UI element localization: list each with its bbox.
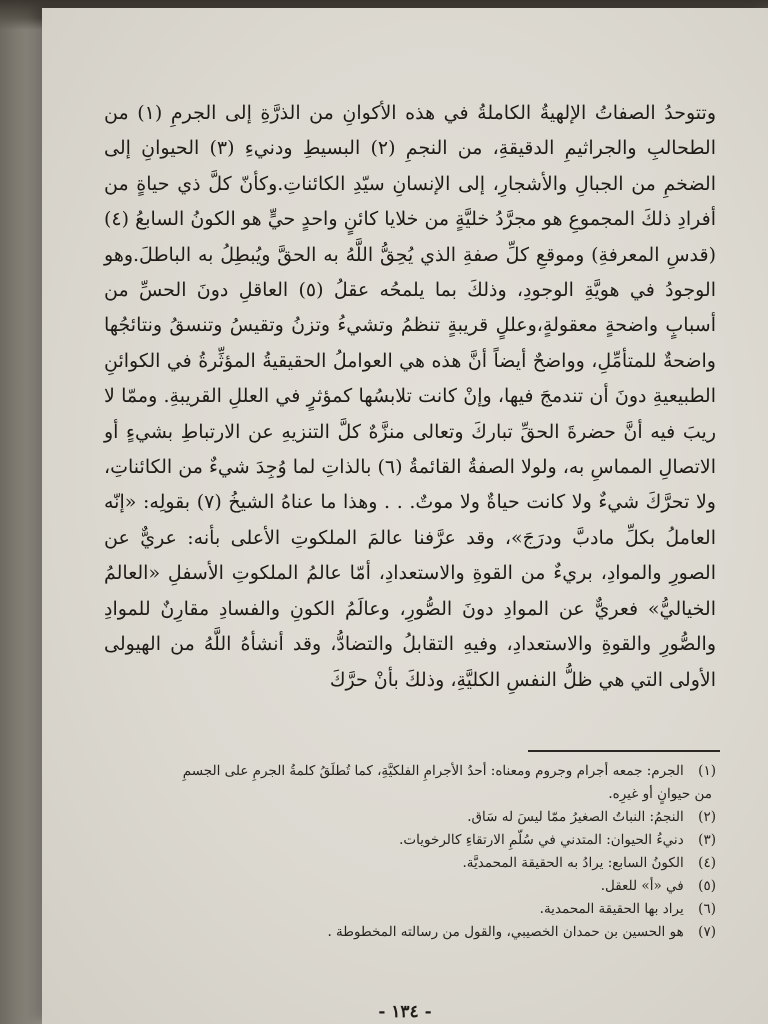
footnote-text: في «أ» للعقل. <box>600 878 684 894</box>
footnote-text: يراد بها الحقيقة المحمدية. <box>539 901 684 917</box>
footnote-4 <box>104 852 716 875</box>
main-text-block <box>104 96 716 698</box>
footnote-text: الجرم: جمعه أجرام وجروم ومعناه: أحدُ الأجرامِ الفلكيَّةِ، كما تُطلَقُ كلمةُ الجرمِ على الجسمِ <box>182 763 684 779</box>
book-page <box>42 8 768 1024</box>
footnote-marker: (٦) <box>698 901 716 917</box>
page-number: - ١٣٤ - <box>378 1002 432 1022</box>
footnote-5 <box>104 875 716 898</box>
footnote-1-continuation: من حيوانٍ أو غيرِه. <box>608 786 712 802</box>
footnote-marker: (٧) <box>698 924 716 940</box>
footnote-marker: (٢) <box>698 809 716 825</box>
footnote-text: الكونُ السابع: يرادُ به الحقيقة المحمديَّة. <box>462 855 684 871</box>
footnote-text: هو الحسين بن حمدان الخصيبي، والقول من رسالته المخطوطة . <box>327 924 684 940</box>
footnote-text: دنيءُ الحيوان: المتدني في سُلّمِ الارتقاءِ كالرخويات. <box>399 832 684 848</box>
footnote-7 <box>104 921 716 944</box>
footnote-6 <box>104 898 716 921</box>
footnote-divider <box>528 750 720 752</box>
footnotes-section <box>104 760 716 944</box>
footnote-marker: (٤) <box>698 855 716 871</box>
footnote-2 <box>104 806 716 829</box>
footnote-marker: (٣) <box>698 832 716 848</box>
footnote-3 <box>104 829 716 852</box>
footnote-marker: (٥) <box>698 878 716 894</box>
body-paragraph: وتتوحدُ الصفاتُ الإلهيةُ الكاملةُ في هذه الأكوانِ من الذرَّةِ إلى الجرمِ (١) من الطحالبِ والجراثيمِ الدقيقةِ، من النجمِ (٢) البسيطِ ودنيءِ (٣) الحيوانِ إلى الضخمِ من الجبالِ والأشجارِ، إلى الإنسانِ سيّدِ الكائناتِ.وكأنّ كلَّ ذي حياةٍ من أفرادِ ذلكَ المجموعِ هو مجرَّدُ خليَّةٍ من خلايا كائنٍ واحدٍ حيٍّ هو الكونُ السابعُ (٤) (قدسِ المعرفةِ) وموقعِ كلِّ صفةِ الذي يُحِقُّ اللَّهُ به الحقَّ ويُبطِلُ به الباطلَ.وهو الوجودُ في هويَّةِ الوجودِ، وذلكَ بما يلمحُه عقلُ (٥) العاقلِ دونَ الحسِّ من أسبابٍ واضحةٍ معقولةٍ،وعللٍ قريبةٍ تنظمُ وتشيءُ وتزنُ وتقيسُ وتنسقُ ونتائجُها واضحةٌ للمتأمِّلِ، وواضحٌ أيضاً أنَّ هذه هي العواملُ الحقيقيةُ المؤثِّرةُ في الكوائنِ الطبيعيةِ دونَ أن تندمجَ فيها، وإنْ كانت تلابسُها كمؤثرٍ في العللِ القريبةِ. وممّا لا ريبَ فيه أنَّ حضرةَ الحقِّ تباركَ وتعالى منزَّهٌ كلَّ التنزيهِ عن الارتباطِ بشيءٍ أو الاتصالِ المماسِ به، ولولا الصفةُ القائمةُ (٦) بالذاتِ لما وُجِدَ شيءٌ من الكائناتِ، ولا تحرَّكَ شيءٌ ولا كانت حياةٌ ولا موتٌ. . . وهذا ما عناهُ الشيخُ (٧) بقولِه: «إنّه العاملُ بكلِّ مادبَّ ودرَجَ»، وقد عرَّفنا عالمَ الملكوتِ الأعلى بأنه: عريٌّ عن الصورِ والموادِ، بريءٌ من القوةِ والاستعدادِ، أمّا عالمُ الملكوتِ الأسفلِ «العالمُ الخياليُّ» فعريٌّ عن الموادِ دونَ الصُّورِ، وعالَمُ الكونِ والفسادِ مقارِنٌ للموادِ والصُّورِ والقوةِ والاستعدادِ، وفيهِ التقابلُ والتضادُّ، وقد أنشأهُ اللَّهُ من الهيولى الأولى التي هي ظلُّ النفسِ الكليَّةِ، وذلكَ بأنْ حرَّكَ <box>104 102 717 691</box>
footnote-marker: (١) <box>698 763 716 779</box>
footnote-1 <box>104 760 716 783</box>
footnote-text: النجمُ: النباتُ الصغيرُ ممّا ليسَ له سَاق. <box>467 809 684 825</box>
